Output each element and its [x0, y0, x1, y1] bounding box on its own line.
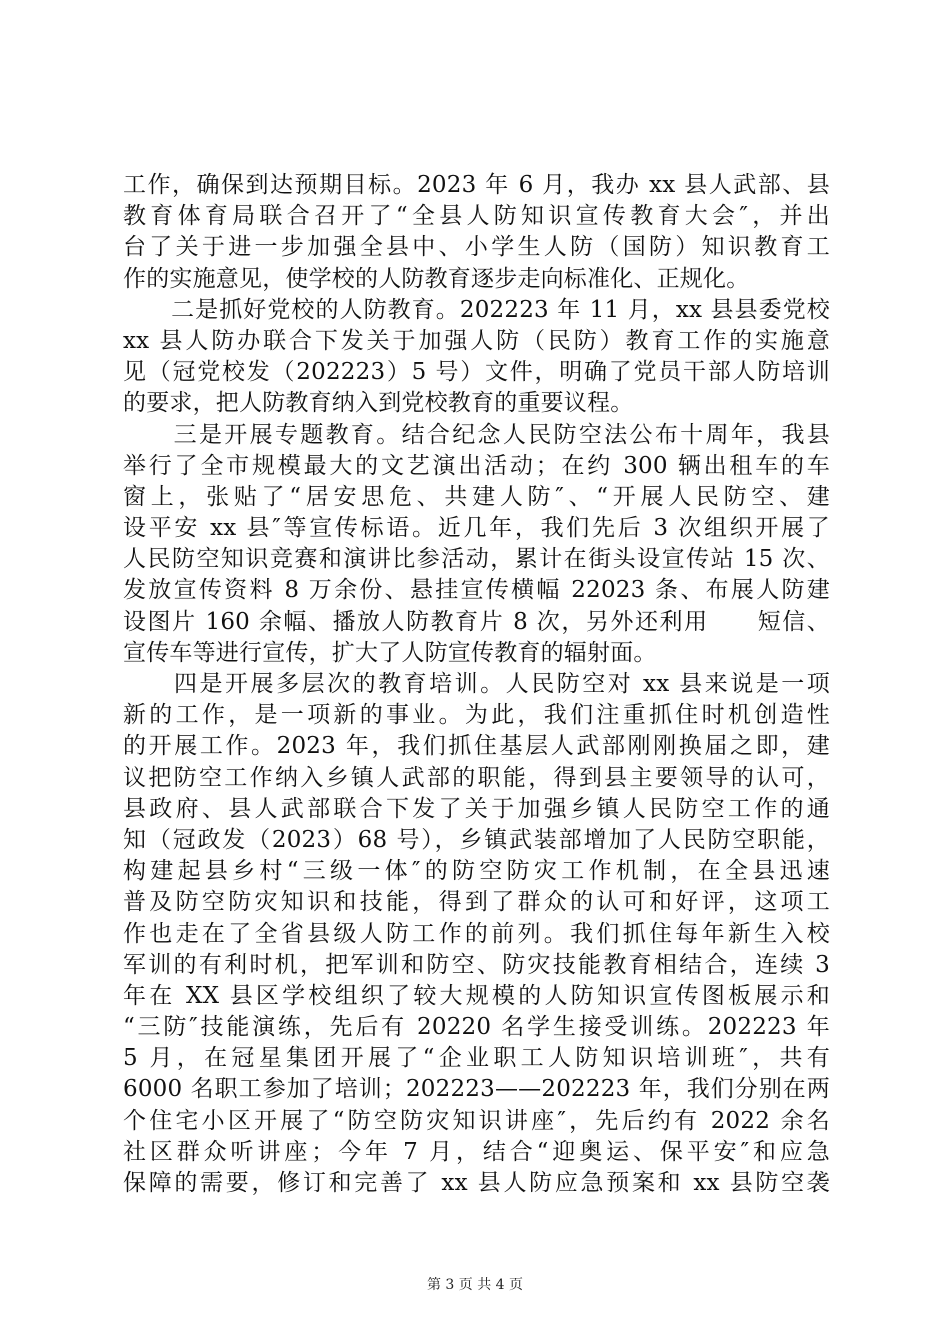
text-line: 作的实施意见，使学校的人防教育逐步走向标准化、正规化。 [123, 265, 750, 292]
text-line: 6000 名职工参加了培训；202223——202223 年，我们分别在两 [123, 1076, 830, 1103]
text-line: 县政府、县人武部联合下发了关于加强乡镇人民防空工作的通 [123, 795, 830, 822]
text-line: 设图片 160 余幅、播放人防教育片 8 次，另外还利用 短信、 [123, 608, 830, 635]
text-line: 议把防空工作纳入乡镇人武部的职能，得到县主要领导的认可， [123, 764, 830, 791]
text-line: 个住宅小区开展了“防空防灾知识讲座″，先后约有 2022 余名 [123, 1107, 830, 1134]
text-line: 的开展工作。2023 年，我们抓住基层人武部刚刚换届之即，建 [123, 733, 830, 760]
text-line: 构建起县乡村“三级一体″的防空防灾工作机制，在全县迅速 [123, 858, 830, 885]
text-line: 二是抓好党校的人防教育。202223 年 11 月，xx 县县委党校 [123, 296, 830, 323]
text-line: 知（冠政发（2023）68 号），乡镇武装部增加了人民防空职能， [123, 826, 830, 853]
text-line: xx 县人防办联合下发关于加强人防（民防）教育工作的实施意 [123, 327, 830, 354]
text-line: 三是开展专题教育。结合纪念人民防空法公布十周年，我县 [123, 421, 830, 448]
text-line: 工作，确保到达预期目标。2023 年 6 月，我办 xx 县人武部、县 [123, 172, 830, 198]
text-line: 的要求，把人防教育纳入到党校教育的重要议程。 [123, 390, 634, 417]
text-line: 见（冠党校发（202223）5 号）文件，明确了党员干部人防培训 [123, 359, 830, 386]
page-footer: 第 3 页 共 4 页 [426, 1277, 524, 1293]
text-line: 5 月，在冠星集团开展了“企业职工人防知识培训班″，共有 [123, 1045, 830, 1072]
text-line: 宣传车等进行宣传，扩大了人防宣传教育的辐射面。 [123, 639, 657, 666]
text-line: 窗上，张贴了“居安思危、共建人防″、“开展人民防空、建 [123, 483, 830, 510]
text-line: 年在 XX 县区学校组织了较大规模的人防知识宣传图板展示和 [123, 982, 830, 1009]
text-line: 设平安 xx 县″等宣传标语。近几年，我们先后 3 次组织开展了 [123, 515, 830, 542]
text-line: 人民防空知识竞赛和演讲比参活动，累计在街头设宣传站 15 次、 [123, 546, 830, 573]
text-line: 军训的有利时机，把军训和防空、防灾技能教育相结合，连续 3 [123, 951, 830, 978]
text-line: 台了关于进一步加强全县中、小学生人防（国防）知识教育工 [123, 234, 830, 261]
text-line: 新的工作，是一项新的事业。为此，我们注重抓住时机创造性 [123, 702, 830, 729]
text-line: 社区群众听讲座；今年 7 月，结合“迎奥运、保平安″和应急 [123, 1138, 830, 1165]
text-line: 教育体育局联合召开了“全县人防知识宣传教育大会″，并出 [123, 203, 830, 230]
text-line: 举行了全市规模最大的文艺演出活动；在约 300 辆出租车的车 [123, 452, 830, 479]
document-body [123, 170, 830, 1199]
text-line: 作也走在了全省县级人防工作的前列。我们抓住每年新生入校 [123, 920, 830, 947]
text-line: 四是开展多层次的教育培训。人民防空对 xx 县来说是一项 [123, 671, 830, 697]
text-line: 发放宣传资料 8 万余份、悬挂宣传横幅 22023 条、布展人防建 [123, 577, 830, 604]
text-line: 保障的需要，修订和完善了 xx 县人防应急预案和 xx 县防空袭 [123, 1170, 830, 1196]
text-line: 普及防空防灾知识和技能，得到了群众的认可和好评，这项工 [123, 889, 830, 916]
text-line: “三防″技能演练，先后有 20220 名学生接受训练。202223 年 [123, 1014, 830, 1041]
